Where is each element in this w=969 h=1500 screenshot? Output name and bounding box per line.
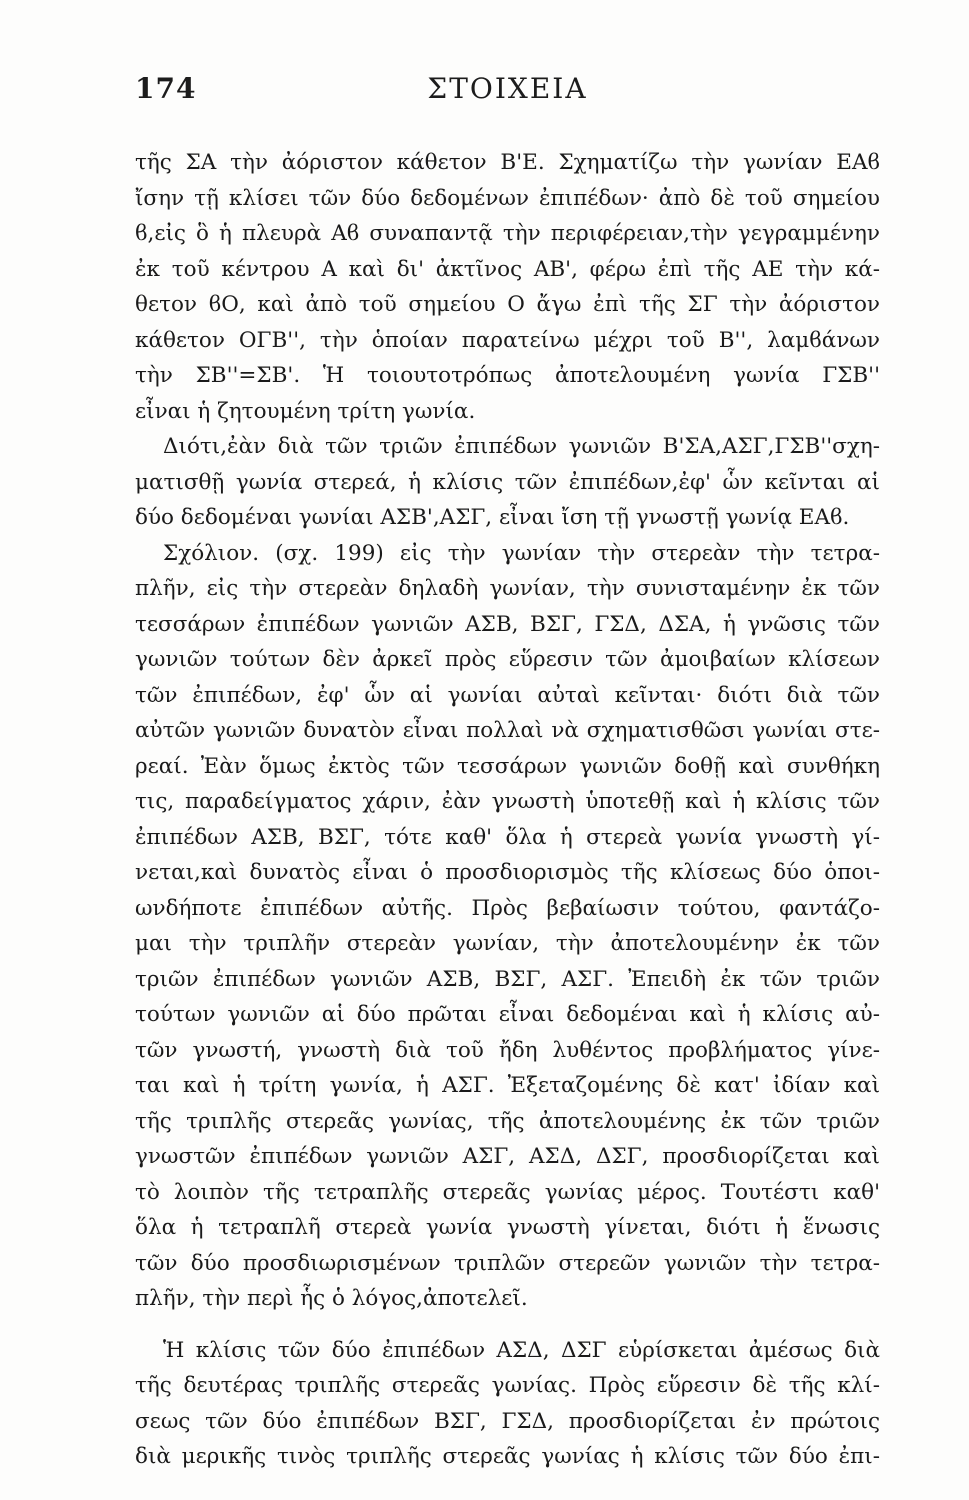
text-line: γωνιῶν τούτων δὲν ἀρκεῖ πρὸς εὕρεσιν τῶν ἀμοιβαίων κλίσεων: [135, 647, 880, 672]
text-line: ματισθῇ γωνία στερεά, ἡ κλίσις τῶν ἐπιπέδων,ἐφ' ὧν κεῖνται αἱ: [135, 469, 880, 495]
text-line: εἶναι ἡ ζητουμένη τρίτη γωνία.: [135, 398, 476, 424]
page-number: 174: [135, 72, 197, 105]
text-line: τῆς ΣΑ τὴν ἀόριστον κάθετον Β'Ε. Σχηματίζω τὴν γωνίαν ΕΑϐ: [135, 150, 880, 175]
paragraph: [135, 145, 880, 429]
text-line: τὸ λοιπὸν τῆς τετραπλῆς στερεᾶς γωνίας μέρος. Τουτέστι καθ': [135, 1179, 880, 1205]
text-line: τῶν ἐπιπέδων, ἐφ' ὧν αἱ γωνίαι αὐταὶ κεῖνται· διότι διὰ τῶν: [135, 682, 880, 708]
text-line: κάθετον ΟΓΒ'', τὴν ὁποίαν παρατείνω μέχρι τοῦ Β'', λαμϐάνων: [135, 327, 880, 353]
text-line: ἐπιπέδων ΑΣΒ, ΒΣΓ, τότε καθ' ὅλα ἡ στερεὰ γωνία γνωστὴ γί-: [135, 824, 880, 850]
text-line: αὐτῶν γωνιῶν δυνατὸν εἶναι πολλαὶ νὰ σχηματισθῶσι γωνίαι στε-: [135, 718, 880, 743]
paragraph: [135, 1333, 880, 1475]
text-line: ϐ,εἰς ὃ ἡ πλευρὰ Αϐ συναπαντᾷ τὴν περιφέρειαν,τὴν γεγραμμένην: [135, 221, 880, 246]
text-line: ωνδήποτε ἐπιπέδων αὐτῆς. Πρὸς βεβαίωσιν τούτου, φαντάζο-: [135, 895, 880, 921]
body-text: [135, 145, 880, 1475]
text-line: Διότι,ἐὰν διὰ τῶν τριῶν ἐπιπέδων γωνιῶν Β'ΣΑ,ΑΣΓ,ΓΣΒ''σχη-: [163, 434, 880, 459]
text-line: ὅλα ἡ τετραπλῆ στερεὰ γωνία γνωστὴ γίνεται, διότι ἡ ἕνωσις: [135, 1215, 880, 1240]
text-line: πλῆν, τὴν περὶ ἧς ὁ λόγος,ἀποτελεῖ.: [135, 1286, 528, 1311]
text-line: τῶν γνωστή, γνωστὴ διὰ τοῦ ἤδη λυθέντος προβλήματος γίνε-: [135, 1037, 880, 1063]
text-line: μαι τὴν τριπλῆν στερεὰν γωνίαν, τὴν ἀποτελουμένην ἐκ τῶν: [135, 931, 880, 956]
text-line: τεσσάρων ἐπιπέδων γωνιῶν ΑΣΒ, ΒΣΓ, ΓΣΔ, ΔΣΑ, ἡ γνῶσις τῶν: [135, 611, 880, 637]
text-line: θετον ϐΟ, καὶ ἀπὸ τοῦ σημείου Ο ἄγω ἐπὶ τῆς ΣΓ τὴν ἀόριστον: [135, 292, 880, 317]
text-line: δύο δεδομέναι γωνίαι ΑΣΒ',ΑΣΓ, εἶναι ἴση τῇ γνωστῇ γωνίᾳ ΕΑϐ.: [135, 505, 850, 530]
text-line: τούτων γωνιῶν αἱ δύο πρῶται εἶναι δεδομέναι καὶ ἡ κλίσις αὐ-: [135, 1002, 880, 1027]
text-line: σεως τῶν δύο ἐπιπέδων ΒΣΓ, ΓΣΔ, προσδιορίζεται ἐν πρώτοις: [135, 1408, 880, 1434]
text-line: ἐκ τοῦ κέντρου Α καὶ δι' ἀκτῖνος ΑΒ', φέρω ἐπὶ τῆς ΑΕ τὴν κά-: [135, 256, 880, 282]
running-head: ΣΤΟΙΧΕΙΑ: [427, 72, 588, 105]
text-line: τριῶν ἐπιπέδων γωνιῶν ΑΣΒ, ΒΣΓ, ΑΣΓ. Ἐπειδὴ ἐκ τῶν τριῶν: [135, 966, 880, 992]
text-line: πλῆν, εἰς τὴν στερεὰν δηλαδὴ γωνίαν, τὴν συνισταμένην ἐκ τῶν: [135, 576, 880, 601]
text-line: τὴν ΣΒ''=ΣΒ'. Ἡ τοιουτοτρόπως ἀποτελουμένη γωνία ΓΣΒ'': [135, 363, 880, 388]
text-line: νεται,καὶ δυνατὸς εἶναι ὁ προσδιορισμὸς τῆς κλίσεως δύο ὁποι-: [135, 860, 880, 885]
text-line: Ἡ κλίσις τῶν δύο ἐπιπέδων ΑΣΔ, ΔΣΓ εὑρίσκεται ἀμέσως διὰ: [163, 1337, 880, 1363]
paragraph-gap: [135, 1317, 880, 1333]
text-line: τῆς δευτέρας τριπλῆς στερεᾶς γωνίας. Πρὸς εὕρεσιν δὲ τῆς κλί-: [135, 1373, 880, 1398]
paragraph: [135, 429, 880, 536]
text-line: ἴσην τῇ κλίσει τῶν δύο δεδομένων ἐπιπέδων· ἀπὸ δὲ τοῦ σημείου: [135, 185, 880, 211]
text-line: γνωστῶν ἐπιπέδων γωνιῶν ΑΣΓ, ΑΣΔ, ΔΣΓ, προσδιορίζεται καὶ: [135, 1144, 880, 1169]
text-line: τις, παραδείγματος χάριν, ἐὰν γνωστὴ ὑποτεθῇ καὶ ἡ κλίσις τῶν: [135, 789, 880, 814]
text-line: ται καὶ ἡ τρίτη γωνία, ἡ ΑΣΓ. Ἐξεταζομένης δὲ κατ' ἰδίαν καὶ: [135, 1073, 880, 1098]
text-line: τῶν δύο προσδιωρισμένων τριπλῶν στερεῶν γωνιῶν τὴν τετρα-: [135, 1250, 880, 1276]
text-line: Σχόλιον. (σχ. 199) εἰς τὴν γωνίαν τὴν στερεὰν τὴν τετρα-: [163, 540, 880, 566]
text-line: τῆς τριπλῆς στερεᾶς γωνίας, τῆς ἀποτελουμένης ἐκ τῶν τριῶν: [135, 1108, 880, 1134]
paragraph: [135, 536, 880, 1317]
text-line: διὰ μερικῆς τινὸς τριπλῆς στερεᾶς γωνίας ἡ κλίσις τῶν δύο ἐπι-: [135, 1444, 880, 1469]
page-header: [135, 72, 880, 122]
text-line: ρεαί. Ἐὰν ὅμως ἐκτὸς τῶν τεσσάρων γωνιῶν δοθῇ καὶ συνθήκη: [135, 753, 880, 779]
